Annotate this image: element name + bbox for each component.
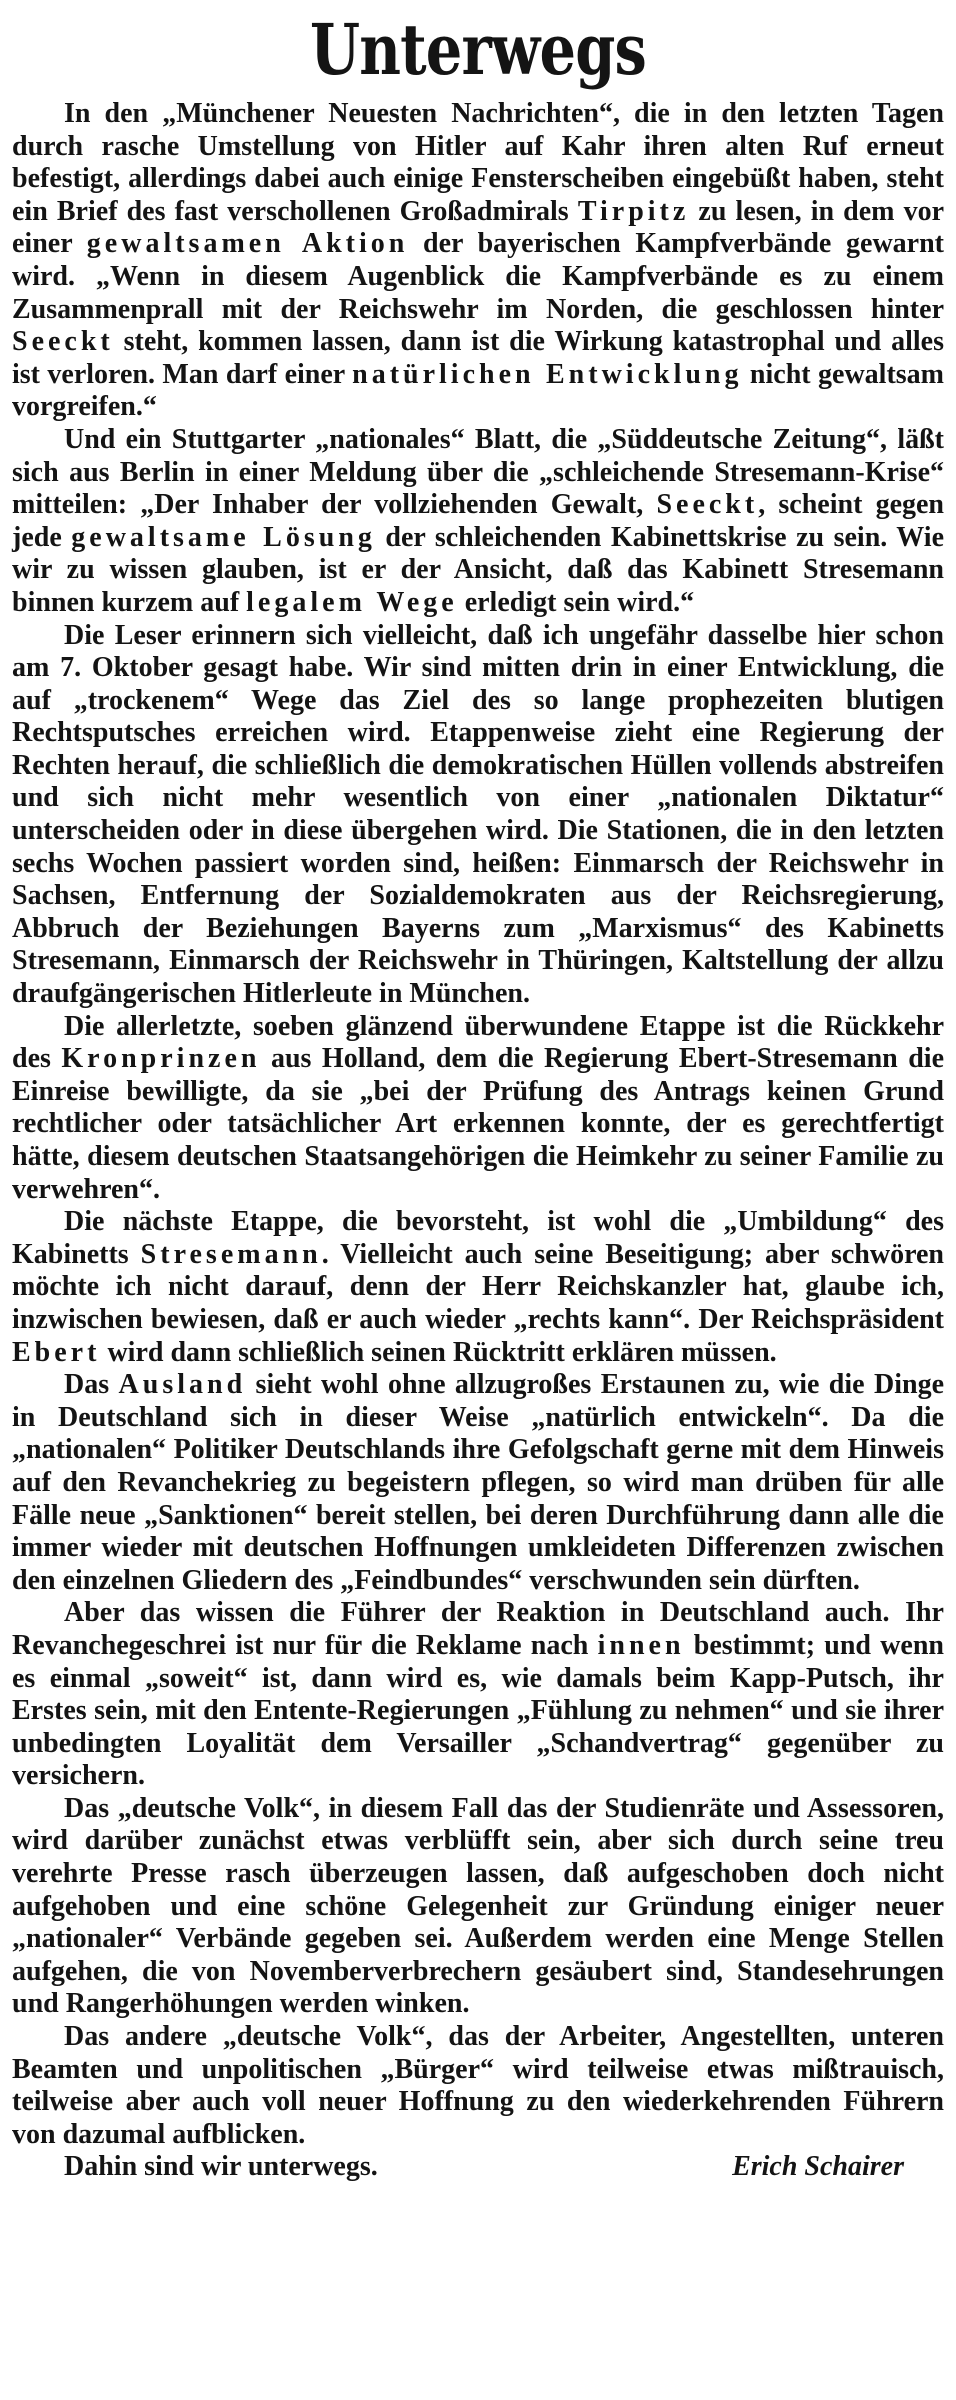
text-run: der bayerischen Kampfverbände gewarnt wird. „Wenn in diesem Augenblick die Kampfverbände es zu einem Zusammenprall mit der Reichswehr im Norden, die geschlossen hinter xyxy=(12,228,944,325)
closing-line xyxy=(12,2151,944,2184)
paragraph-2 xyxy=(12,424,944,620)
spaced-emphasis: legalem Wege xyxy=(246,586,458,618)
spaced-emphasis: Tirpitz xyxy=(577,195,690,227)
text-run: Die nächste Etappe, die bevorsteht, ist wohl die „Umbildung“ des Kabinetts xyxy=(12,1206,944,1270)
spaced-emphasis: gewaltsame Lösung xyxy=(71,521,376,553)
text-run: sieht wohl ohne allzugroßes Erstaunen zu, wie die Dinge in Deutschland sich in dieser Weise „natürlich entwickeln“. Da die „nationalen“ Politiker Deutschlands ihre Gefolgschaft gerne mit dem Hinweis auf den Revanchekrieg zu begeistern pflegen, so wird man drüben für alle Fälle neue „Sanktionen“ bereit stellen, bei deren Durchführung dann alle die immer wieder mit deutschen Hoffnungen umkleideten Differenzen zwischen den einzelnen Gliedern des „Feindbundes“ verschwunden sein dürften. xyxy=(12,1369,944,1596)
paragraph-7 xyxy=(12,1597,944,1793)
text-run: In den „Münchener Neuesten Nachrichten“, die in den letzten Tagen durch rasche Umstellung von Hitler auf Kahr ihren alten Ruf erneut befestigt, allerdings dabei auch einige Fensterscheiben eingebüßt haben, steht ein Brief des fast verschollenen Großadmirals xyxy=(12,98,944,227)
closing-sentence: Dahin sind wir unterwegs. xyxy=(64,2151,378,2183)
text-run: erledigt sein wird.“ xyxy=(457,586,695,618)
text-run: , scheint gegen jede xyxy=(12,489,944,553)
text-run: Aber das wissen die Führer der Reaktion in Deutschland auch. Ihr Revanchegeschrei ist nur für die Reklame nach xyxy=(12,1597,944,1661)
text-run: . Vielleicht auch seine Beseitigung; aber schwören möchte ich nicht darauf, denn der Herr Reichskanzler hat, glaube ich, inzwischen bewiesen, daß er auch wieder „rechts kann“. Der Reichspräsident xyxy=(12,1238,945,1335)
spaced-emphasis: innen xyxy=(597,1629,685,1661)
text-run: aus Holland, dem die Regierung Ebert-Stresemann die Einreise bewilligte, da sie „bei der Prüfung des Antrags keinen Grund rechtlicher oder tatsächlicher Art erkennen konnte, der es gerechtfertigt hätte, diesem deutschen Staatsangehörigen die Heimkehr zu seiner Familie zu verwehren“. xyxy=(12,1043,944,1205)
paragraph-3: Die Leser erinnern sich vielleicht, daß ich ungefähr dasselbe hier schon am 7. Oktober gesagt habe. Wir sind mitten drin in einer Entwicklung, die auf „trockenem“ Wege das Ziel des so lange prophezeiten blutigen Rechtsputsches erreichen wird. Etappenweise zieht eine Regierung der Rechten herauf, die schließlich die demokratischen Hüllen vollends abstreifen und sich nicht mehr wesentlich von einer „nationalen Diktatur“ unterscheiden oder in diese übergehen wird. Die Stationen, die in den letzten sechs Wochen passiert worden sind, heißen: Einmarsch der Reichswehr in Sachsen, Entfernung der Sozialdemokraten aus der Reichsregierung, Abbruch der Beziehungen Bayerns zum „Marxismus“ des Kabinetts Stresemann, Einmarsch der Reichswehr in Thüringen, Kaltstellung der allzu draufgängerischen Hitlerleute in München. xyxy=(12,619,944,1010)
paragraph-6 xyxy=(12,1369,944,1597)
text-run: Das xyxy=(64,1369,119,1401)
paragraph-1 xyxy=(12,98,944,424)
spaced-emphasis: natürlichen Entwicklung xyxy=(352,358,743,390)
spaced-emphasis: Seeckt xyxy=(656,489,759,521)
text-run: der schleichenden Kabinettskrise zu sein. Wie wir zu wissen glauben, ist er der Ansicht, daß das Kabinett Stresemann binnen kurzem auf xyxy=(12,521,944,618)
text-run: wird dann schließlich seinen Rücktritt erklären müssen. xyxy=(100,1336,777,1368)
paragraph-4 xyxy=(12,1011,944,1207)
text-run: bestimmt; und wenn es einmal „soweit“ ist, dann wird es, wie damals beim Kapp-Putsch, ihr Erstes sein, mit den Entente-Regierungen „Fühlung zu nehmen“ und sie ihrer unbedingten Loyalität dem Versailler „Schandvertrag“ gegenüber zu versichern. xyxy=(12,1629,945,1792)
spaced-emphasis: gewaltsamen Aktion xyxy=(86,228,409,260)
spaced-emphasis: Ausland xyxy=(118,1369,247,1401)
spaced-emphasis: Ebert xyxy=(12,1336,101,1368)
text-run: steht, kommen lassen, dann ist die Wirkung katastrophal und alles ist verloren. Man darf einer xyxy=(12,326,944,390)
text-run: Die allerletzte, soeben glänzend überwundene Etappe ist die Rückkehr des xyxy=(12,1010,944,1075)
paragraph-8: Das „deutsche Volk“, in diesem Fall das der Studienräte und Assessoren, wird darüber zunächst etwas verblüfft sein, aber sich durch seine treu verehrte Presse rasch überzeugen lassen, daß aufgeschoben doch nicht aufgehoben und eine schöne Gelegenheit zur Gründung einiger neuer „nationaler“ Verbände gegeben sei. Außerdem werden eine Menge Stellen aufgehen, die von Novemberverbrechern gesäubert sind, Standesehrungen und Rangerhöhungen werden winken. xyxy=(12,1792,944,2020)
article-title: Unterwegs xyxy=(309,8,647,91)
spaced-emphasis: Seeckt xyxy=(12,326,114,358)
paragraph-9: Das andere „deutsche Volk“, das der Arbeiter, Angestellten, unteren Beamten und unpolitischen „Bürger“ wird teilweise etwas mißtrauisch, teilweise aber auch voll neuer Hoffnung zu den wiederkehrenden Führern von dazumal aufblicken. xyxy=(12,2021,944,2150)
text-run: Und ein Stuttgarter „nationales“ Blatt, die „Süddeutsche Zeitung“, läßt sich aus Berlin in einer Meldung über die „schleichende Stresemann-Krise“ mitteilen: „Der Inhaber der vollziehenden Gewalt, xyxy=(12,423,944,521)
spaced-emphasis: Stresemann xyxy=(140,1238,322,1270)
spaced-emphasis: Kronprinzen xyxy=(61,1043,261,1075)
text-run: nicht gewaltsam vorgreifen.“ xyxy=(12,358,944,423)
paragraph-5 xyxy=(12,1206,944,1369)
author-signature: Erich Schairer xyxy=(732,2151,904,2183)
text-run: zu lesen, in dem vor einer xyxy=(12,195,944,260)
article-body xyxy=(12,98,944,2184)
